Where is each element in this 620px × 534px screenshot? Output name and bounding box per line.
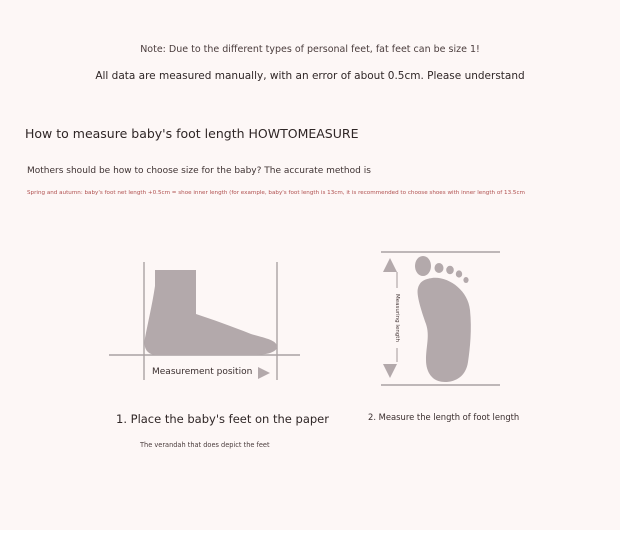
formula-text: Spring and autumn: baby's foot net length +0.5cm = shoe inner length (for example, baby's foot length is 13cm, it is recommended to choose shoes with inner length of 13.5cm (27, 190, 526, 196)
big-toe-shape (415, 256, 431, 276)
arrow-down-icon (383, 364, 397, 378)
arrow-up-icon (383, 258, 397, 272)
sole-foot-figure (378, 248, 504, 390)
measure-error-note: All data are measured manually, with an error of about 0.5cm. Please understand (95, 70, 525, 82)
toe-3-shape (446, 266, 454, 274)
toe-5-shape (463, 277, 468, 283)
arrow-right-icon (258, 367, 270, 379)
intro-text: Mothers should be how to choose size for the baby? The accurate method is (27, 166, 371, 176)
size-note: Note: Due to the different types of personal feet, fat feet can be size 1! (140, 44, 480, 55)
sole-shape (418, 278, 471, 382)
toe-2-shape (435, 263, 444, 273)
step-1-caption: The verandah that does depict the feet (140, 441, 270, 449)
measurement-position-label: Measurement position (152, 367, 253, 377)
side-foot-shape (145, 270, 278, 355)
section-heading: How to measure baby's foot length HOWTOMEASURE (25, 126, 359, 141)
step-1-title: 1. Place the baby's feet on the paper (116, 412, 329, 426)
side-foot-figure (105, 258, 305, 383)
step-2-title: 2. Measure the length of foot length (368, 412, 520, 422)
toe-4-shape (456, 270, 462, 277)
measuring-length-label: Measuring length (394, 294, 400, 342)
